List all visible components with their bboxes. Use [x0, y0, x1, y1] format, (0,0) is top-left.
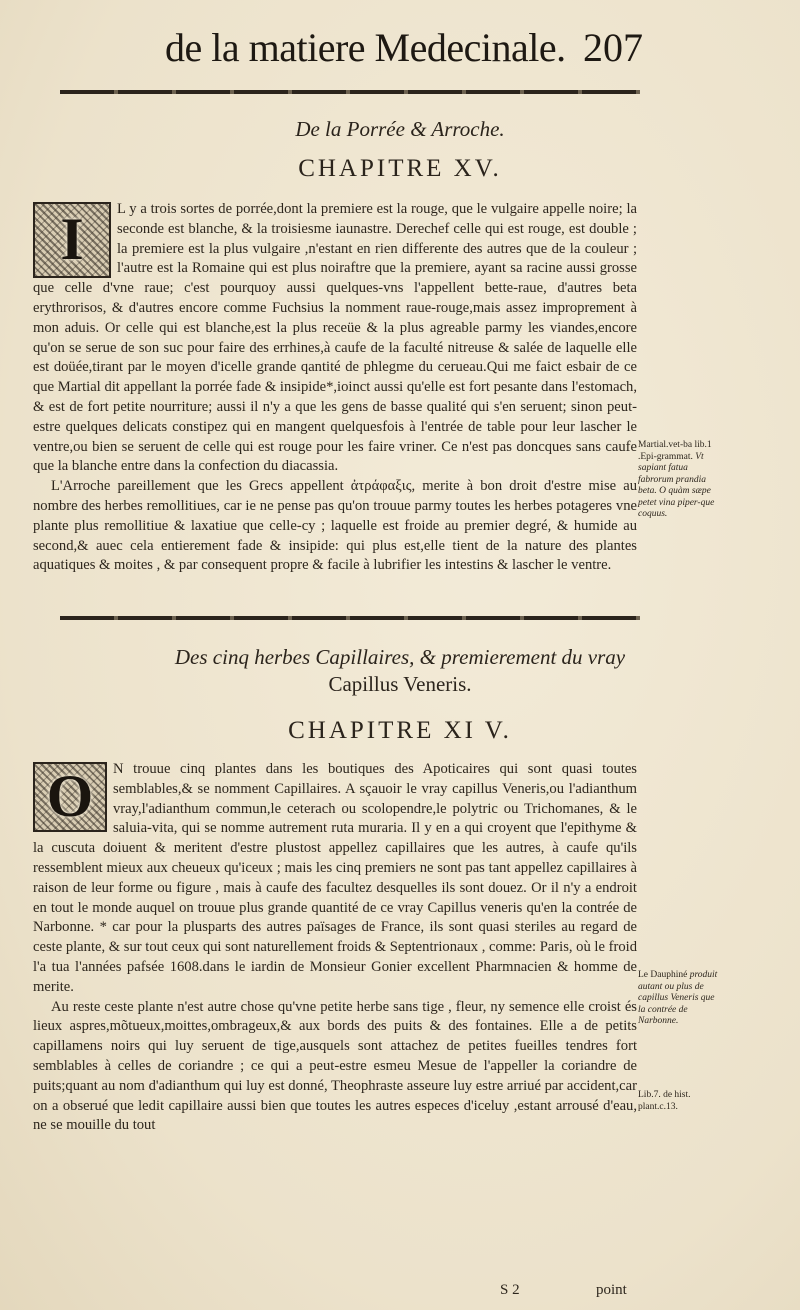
page-header: [0, 20, 800, 80]
dropcap-ornament-o: O: [33, 762, 107, 832]
page-number: 207: [583, 25, 643, 70]
paragraph-adianthum: Au reste ceste plante n'est autre chose qu'vne petite herbe sans tige , fleur, ny semence elle croist és lieux aspres,mõtueux,moittes,ombrageux,& aux bords des puits & des fontaines. Elle a de petits capillamens noirs qui luy seruent de tige,ausquels sont attachez de petites fueilles tendres fort semblables à celles de coriandre ; ce qui a peut-estre esmeu Mesue de l'appeller la coriandre de puits;quant au nom d'adianthum qui luy est donné, Theophraste asseure luy estre arriué par accident,car on a obserué que ledit capillaire aussi bien que toutes les autres especes d'iceluy ,estant arrousé d'eau, ne se mouille du tout: [33, 998, 637, 1134]
section-body-capillaires: [33, 760, 637, 1136]
page-footer: [500, 1282, 640, 1302]
section-body-porree: [33, 200, 637, 576]
section-subtitle-capillus: Capillus Veneris.: [328, 672, 472, 696]
dropcap-ornament-i: I: [33, 202, 111, 278]
margin-note-theophraste: Lib.7. de hist. plant.c.13.: [638, 1090, 691, 1112]
paragraph-porree: L y a trois sortes de porrée,dont la premiere est la rouge, que le vulgaire appelle noire; la seconde est blanche, & la troisiesme iaunastre. Derechef celle qui est rouge, est double ; la premiere est la plus vulgaire ,n'estant en rien differente des autres que de la couleur ; l'autre est la Romaine qui est plus noiraftre que la premiere, ayant sa racine aussi grosse que celle d'vne raue; c'est pourquoy aussi quelques-vns l'appellent bette-raue, d'autres beta erythrorisos, & d'autres encore comme Fuchsius la nomment raue-rouge,mais assez improprement à mon aduis. Or celle qui est blanche,est la plus receüe & la plus agreable parmy les viandes,encore qu'on se serue de son suc pour faire des errhines,à caufe de la faculté nitreuse & salée de laquelle elle est doüée,tirant par le moyen d'icelle grande qantité de phlegme du cerueau.Qui me faict esbair de ce que Martial dit appellant la porrée fade & insipide*,ioinct aussi qu'elle est fort pesante dans l'estomach, & est de fort petite nourriture; aussi il n'y a que les gens de basse qualité qui s'en seruent; sinon peut-estre quelques delicats constipez qui en mangent quelquesfois à l'entrée de table pour leur lascher le ventre,ou bien se seruent de celle qui est rouge pour les faire vriner. Ce n'est pas doncques sans caufe que la blanche entre dans la confection du diacassia.: [33, 201, 637, 475]
chapter-heading-xiv: CHAPITRE XI V.: [288, 717, 512, 744]
paragraph-capillaires: N trouue cinq plantes dans les boutiques des Apoticaires qui sont quasi toutes semblables,& se nomment Capillaires. A sçauoir le vray capillus Veneris,ou l'adianthum vray,l'adianthum commun,le ceterach ou scolopendre,le polytric ou Trichomanes, & le saluia-vita, qui se nomme autrement ruta muraria. Il y en a qui croyent que l'epithyme & la cuscuta doiuent & meritent d'estre plustost appellez capillaires que les autres, à caufe qu'ils ressemblent mieux aux cheueux qu'iceux ; mais les cinq premiers ne sont pas tant appellez capillaires à raison de leur forme ou figure , mais à caufe des facultez desquelles ils sont douez. Or il n'y a endroit en tout le monde auquel on trouue plus grande quantité de ce vray Capillus veneris qu'en la contrée de Narbonne. * car pour la plusparts des autres païsages de France, ils sont quasi steriles au regard de ceste plante, & sur tout ceux qui sont naturellement froids & Septentrionaux , comme: Paris, où le froid l'a tua l'années pafsée 1608.dans le iardin de Monsieur Gonier excellent Pharmnacien & homme de merite.: [33, 761, 637, 995]
middle-rule: [60, 616, 640, 620]
paragraph-arroche: L'Arroche pareillement que les Grecs appellent ἀτράφαξις, merite à bon droit d'estre mise au nombre des herbes remollitiues, car ie ne pense pas qu'on trouue parmy toutes les herbes potageres vne plante plus remollitiue & laxatiue que celle-cy ; laquelle est froide au premier degré, & humide au second,& auec cela entierement fade & insipide: qui plus est,elle tient de la nature des plantes aquatiques & moites , & par consequent propre & facile à lubrifier les intestins & lascher le ventre.: [33, 478, 637, 574]
running-head: de la matiere Medecinale.: [165, 25, 566, 70]
section-title-capillaires: Des cinq herbes Capillaires, & premierement du vray: [174, 645, 626, 669]
section-title-porree: De la Porrée & Arroche.: [295, 117, 505, 141]
catchword: point: [596, 1282, 627, 1298]
margin-note-martial: Martial.vet-ba lib.1 .Epi-grammat. Vt sapiant fatua fabrorum prandia beta. O quàm sæpe petet vina piper-que coquus.: [638, 440, 715, 519]
top-rule: [60, 90, 640, 94]
signature-mark: S 2: [500, 1282, 520, 1298]
chapter-heading-xv: CHAPITRE XV.: [298, 155, 502, 182]
margin-note-dauphine: Le Dauphiné produit autant ou plus de capillus Veneris que la contrée de Narbonne.: [638, 970, 718, 1026]
